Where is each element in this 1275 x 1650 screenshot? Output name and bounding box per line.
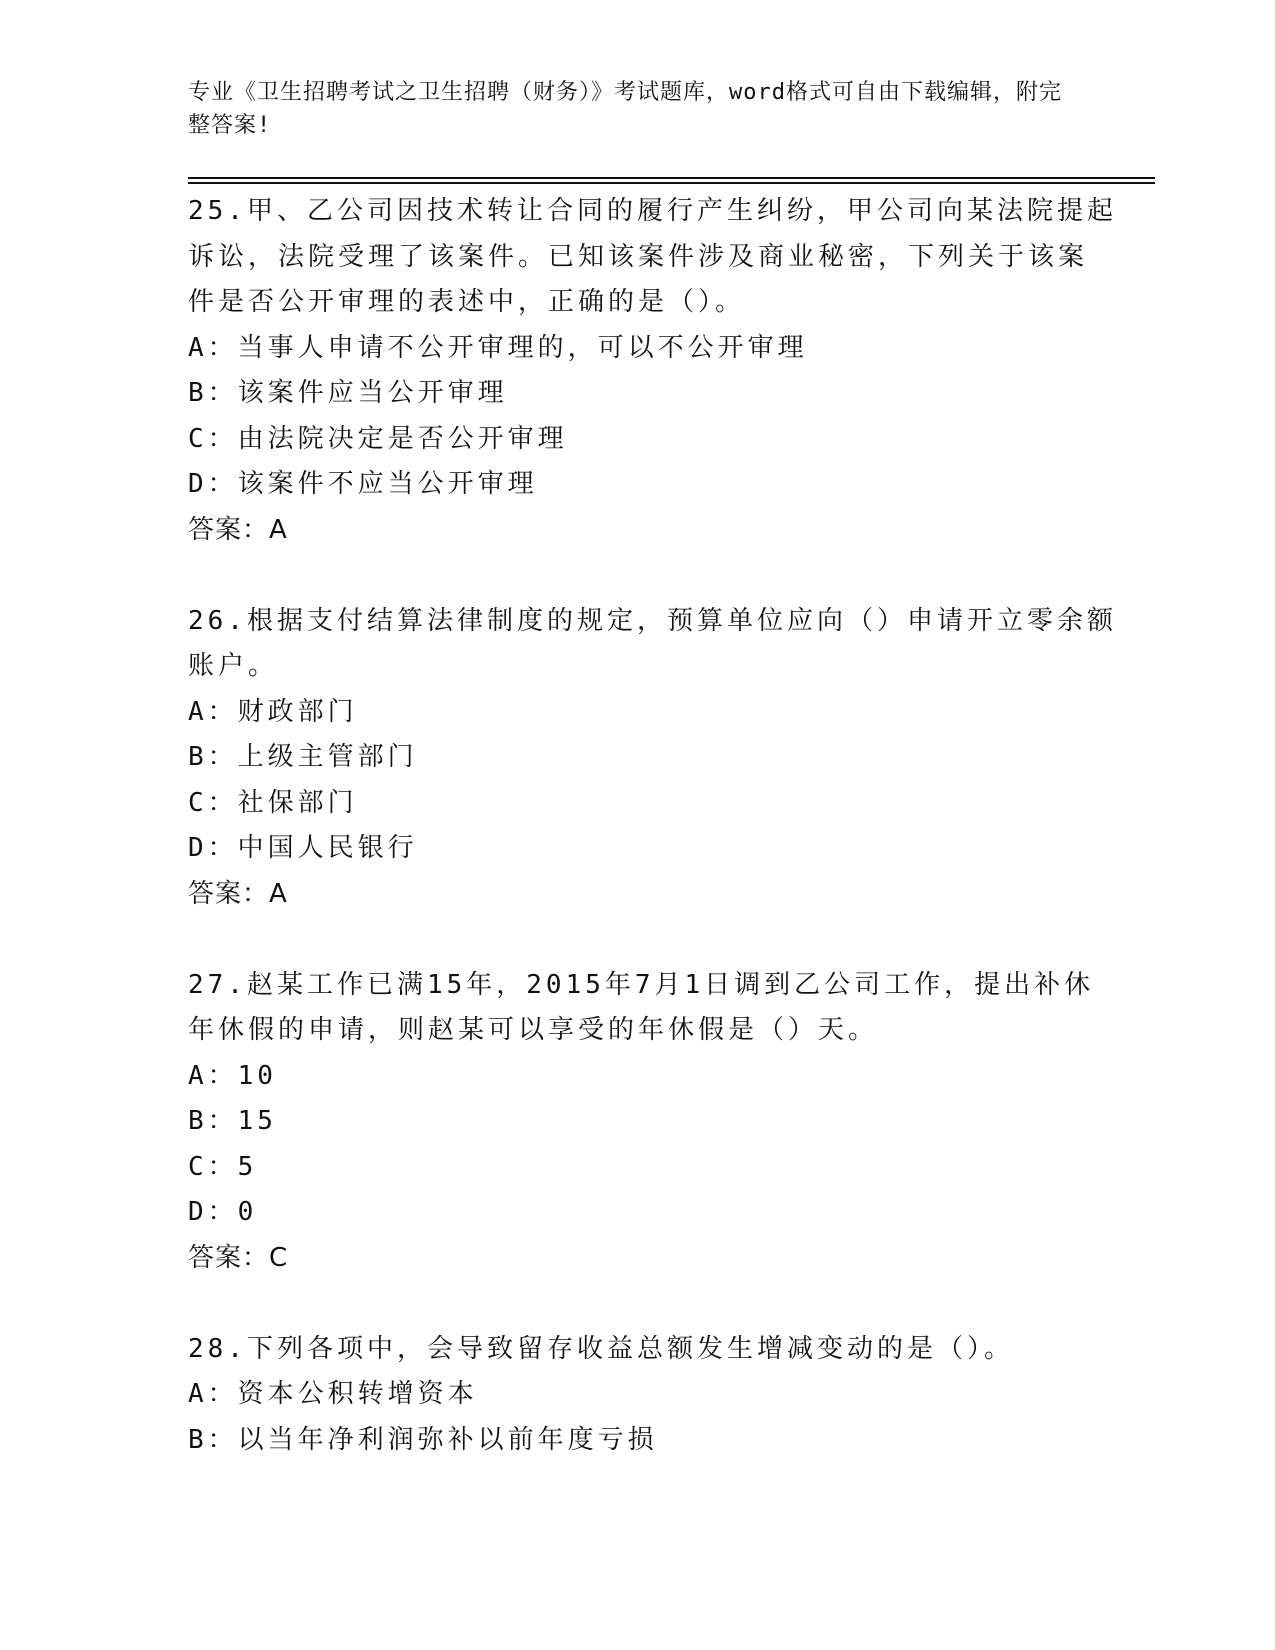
option-c: C：5 xyxy=(188,1151,258,1182)
answer: 答案：A xyxy=(188,514,288,545)
spacer xyxy=(188,917,1088,963)
option-b: B：15 xyxy=(188,1106,277,1136)
spacer xyxy=(188,553,1088,599)
option-b: B：以当年净利润弥补以前年度亏损 xyxy=(188,1424,658,1455)
option-a: A：财政部门 xyxy=(188,696,358,727)
header-divider-top xyxy=(188,177,1155,179)
question-text-line: 25.甲、乙公司因技术转让合同的履行产生纠纷，甲公司向某法院提起 xyxy=(188,196,1117,226)
answer: 答案：C xyxy=(188,1242,289,1273)
option-d: D：中国人民银行 xyxy=(188,833,418,863)
question-26 xyxy=(188,599,1117,963)
option-a: A：当事人申请不公开审理的，可以不公开审理 xyxy=(188,332,808,363)
answer: 答案：A xyxy=(188,878,288,909)
question-text-line: 账户。 xyxy=(188,651,279,681)
question-list xyxy=(188,189,1117,1463)
question-text-line: 件是否公开审理的表述中，正确的是（）。 xyxy=(188,287,746,317)
question-text-line: 诉讼，法院受理了该案件。已知该案件涉及商业秘密，下列关于该案 xyxy=(188,241,1089,272)
spacer xyxy=(188,1281,1088,1327)
option-d: D：该案件不应当公开审理 xyxy=(188,469,538,499)
question-text-line: 27.赵某工作已满15年，2015年7月1日调到乙公司工作，提出补休 xyxy=(188,969,1095,1000)
option-b: B：上级主管部门 xyxy=(188,742,418,772)
option-a: A：10 xyxy=(188,1060,277,1091)
question-text-line: 28.下列各项中，会导致留存收益总额发生增减变动的是（）。 xyxy=(188,1333,1014,1364)
header-divider-bottom xyxy=(188,182,1155,184)
question-text-line: 年休假的申请，则赵某可以享受的年休假是（）天。 xyxy=(188,1015,879,1045)
question-25 xyxy=(188,189,1117,599)
option-b: B：该案件应当公开审理 xyxy=(188,378,508,408)
option-c: C：由法院决定是否公开审理 xyxy=(188,423,568,454)
question-text-line: 26.根据支付结算法律制度的规定，预算单位应向（）申请开立零余额 xyxy=(188,605,1117,636)
header-text: 专业《卫生招聘考试之卫生招聘（财务）》考试题库，word格式可自由下载编辑，附完整答案! xyxy=(188,80,1062,138)
question-27 xyxy=(188,963,1095,1327)
question-28 xyxy=(188,1327,1088,1464)
option-c: C：社保部门 xyxy=(188,787,358,818)
option-d: D：0 xyxy=(188,1197,258,1227)
option-a: A：资本公积转增资本 xyxy=(188,1379,478,1409)
